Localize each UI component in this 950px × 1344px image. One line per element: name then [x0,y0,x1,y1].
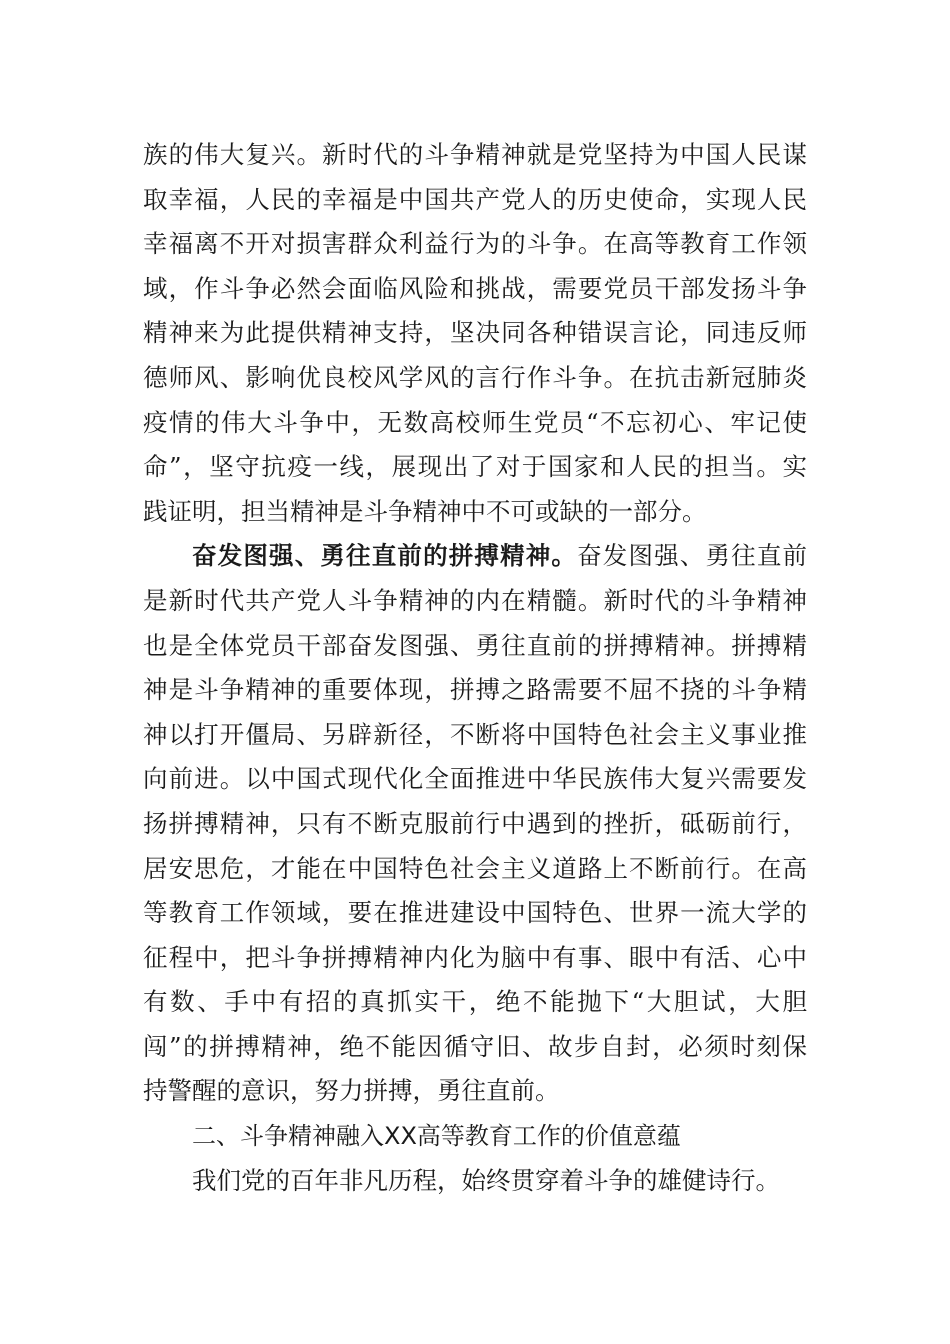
text-line: 神以打开僵局、另辟新径，不断将中国特色社会主义事业推 [143,719,807,749]
text-line: 域，作斗争必然会面临风险和挑战，需要党员干部发扬斗争 [143,273,807,303]
text-line: 也是全体党员干部奋发图强、勇往直前的拼搏精神。拼搏精 [143,630,807,660]
text-line: 族的伟大复兴。新时代的斗争精神就是党坚持为中国人民谋 [143,140,807,169]
text-line: 居安思危，才能在中国特色社会主义道路上不断前行。在高 [143,853,807,883]
text-line: 幸福离不开对损害群众利益行为的斗争。在高等教育工作领 [143,229,807,259]
text-line: 向前进。以中国式现代化全面推进中华民族伟大复兴需要发 [143,764,807,794]
text-line: 取幸福，人民的幸福是中国共产党人的历史使命，实现人民 [143,184,807,214]
paragraph-3 [143,1159,807,1204]
text-line: 是新时代共产党人斗争精神的内在精髓。新时代的斗争精神 [143,585,807,615]
text-line: 扬拼搏精神，只有不断克服前行中遇到的挫折，砥砺前行， [143,808,807,838]
text-line: 征程中，把斗争拼搏精神内化为脑中有事、眼中有活、心中 [143,942,807,972]
section-heading: 二、斗争精神融入XX高等教育工作的价值意蕴 [192,1122,681,1151]
paragraph-first-line [143,534,807,579]
bold-lead-phrase: 奋发图强、勇往直前的拼搏精神。 [192,541,578,571]
text-line: 精神来为此提供精神支持，坚决同各种错误言论，同违反师 [143,318,807,348]
text-line: 有数、手中有招的真抓实干，绝不能抛下“大胆试，大胆 [143,987,807,1017]
text-line: 疫情的伟大斗争中，无数高校师生党员“不忘初心、牢记使 [143,407,807,437]
text-line: 闯”的拼搏精神，绝不能因循守旧、故步自封，必须时刻保 [143,1031,807,1061]
text-line: 践证明，担当精神是斗争精神中不可或缺的一部分。 [143,496,707,526]
paragraph-1 [143,133,807,534]
text-line: 等教育工作领域，要在推进建设中国特色、世界一流大学的 [143,898,807,928]
text-line: 神是斗争精神的重要体现，拼搏之路需要不屈不挠的斗争精 [143,675,807,705]
paragraph-first-line: 我们党的百年非凡历程，始终贯穿着斗争的雄健诗行。 [192,1165,780,1195]
document-body [143,133,807,1203]
text-line: 持警醒的意识，努力拼搏，勇往直前。 [143,1076,560,1106]
text-line: 德师风、影响优良校风学风的言行作斗争。在抗击新冠肺炎 [143,362,807,392]
paragraph-2 [143,534,807,1114]
first-line-text: 奋发图强、勇往直前 [577,541,807,571]
text-line: 命”，坚守抗疫一线，展现出了对于国家和人民的担当。实 [143,452,807,482]
